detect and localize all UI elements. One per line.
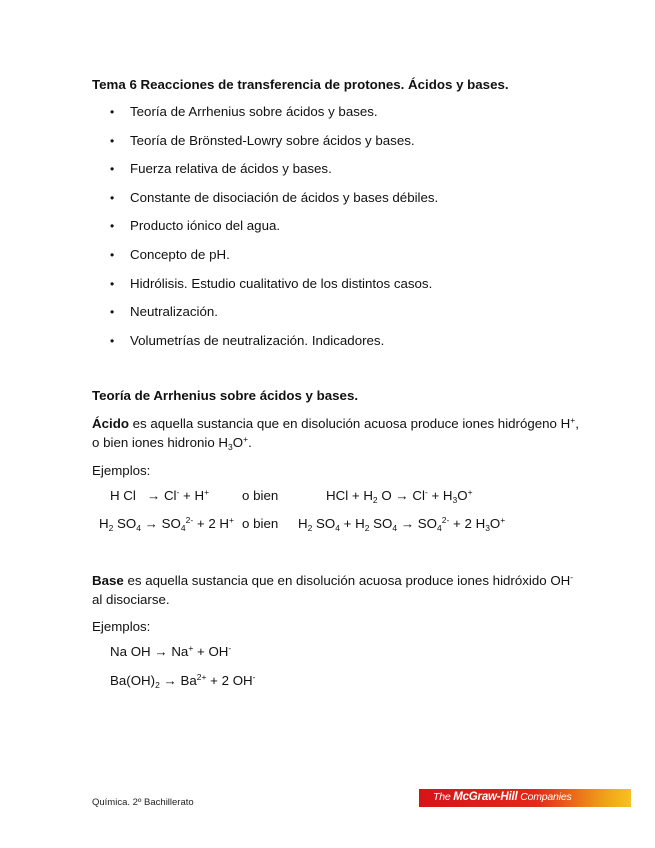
bullet-icon: •	[110, 276, 115, 291]
publisher-logo-text: The McGraw-Hill Companies	[433, 791, 572, 803]
topic-item	[110, 159, 438, 188]
topic-item	[110, 302, 438, 331]
page-title: Tema 6 Reacciones de transferencia de protones. Ácidos y bases.	[92, 77, 509, 92]
equation-naoh: Na OH → Na+ + OH-	[110, 643, 232, 659]
topic-item	[110, 188, 438, 217]
bullet-icon: •	[110, 247, 115, 262]
equation-h2so4-water: $H_2$ $SO_4 + H_2$ $SO_4 \to SO_4^{2-} + 2$ $H_3O^+$	[298, 515, 506, 533]
equation-baoh2: $Ba(OH)_2 \to Ba^{2+} + 2$ OH-	[110, 672, 256, 690]
equation-hcl-dissociation: H Cl → Cl- + H+	[110, 487, 210, 503]
base-examples-label: Ejemplos:	[92, 619, 151, 634]
topic-label: Concepto de pH.	[130, 246, 230, 262]
footer-course: Química. 2º Bachillerato	[92, 797, 194, 808]
topic-item	[110, 131, 438, 160]
bullet-icon: •	[110, 190, 115, 205]
topic-item	[110, 274, 438, 303]
topic-label: Fuerza relativa de ácidos y bases.	[130, 161, 332, 177]
bullet-icon: •	[110, 162, 115, 177]
equation-h2so4-dissociation: $H_2$ $SO_4 \to SO_4^{2-} + 2$ H+	[99, 515, 235, 533]
acid-term: Ácido	[92, 416, 129, 431]
base-term: Base	[92, 573, 124, 588]
topic-label: Constante de disociación de ácidos y bases débiles.	[130, 189, 439, 205]
bullet-icon: •	[110, 133, 115, 148]
topic-list	[110, 102, 438, 359]
topic-label: Hidrólisis. Estudio cualitativo de los distintos casos.	[130, 275, 433, 291]
bullet-icon: •	[110, 219, 115, 234]
topic-label: Producto iónico del agua.	[130, 218, 281, 234]
bullet-icon: •	[110, 333, 115, 348]
acid-examples-label: Ejemplos:	[92, 463, 151, 478]
topic-item	[110, 102, 438, 131]
or-word-2: o bien	[242, 516, 279, 531]
publisher-logo	[419, 789, 631, 807]
topic-label: Neutralización.	[130, 304, 218, 320]
or-word: o bien	[242, 488, 279, 503]
topic-item	[110, 331, 438, 360]
bullet-icon: •	[110, 105, 115, 119]
acid-definition: Ácido es aquella sustancia que en disolución acuosa produce iones hidrógeno H+, o bien iones hidronio $H_3O^+$.	[92, 415, 579, 452]
base-definition: Base es aquella sustancia que en disolución acuosa produce iones hidróxido OH- al disociarse.	[92, 572, 574, 607]
topic-label: Teoría de Arrhenius sobre ácidos y bases.	[130, 104, 378, 119]
equation-hcl-water: HCl + $H_2$ $O \to Cl^- + H_3O^+$	[326, 487, 473, 505]
topic-label: Volumetrías de neutralización. Indicadores.	[130, 332, 385, 348]
topic-item	[110, 245, 438, 274]
section-title: Teoría de Arrhenius sobre ácidos y bases.	[92, 388, 359, 403]
topic-label: Teoría de Brönsted-Lowry sobre ácidos y bases.	[130, 132, 415, 148]
topic-item	[110, 216, 438, 245]
bullet-icon: •	[110, 305, 115, 320]
